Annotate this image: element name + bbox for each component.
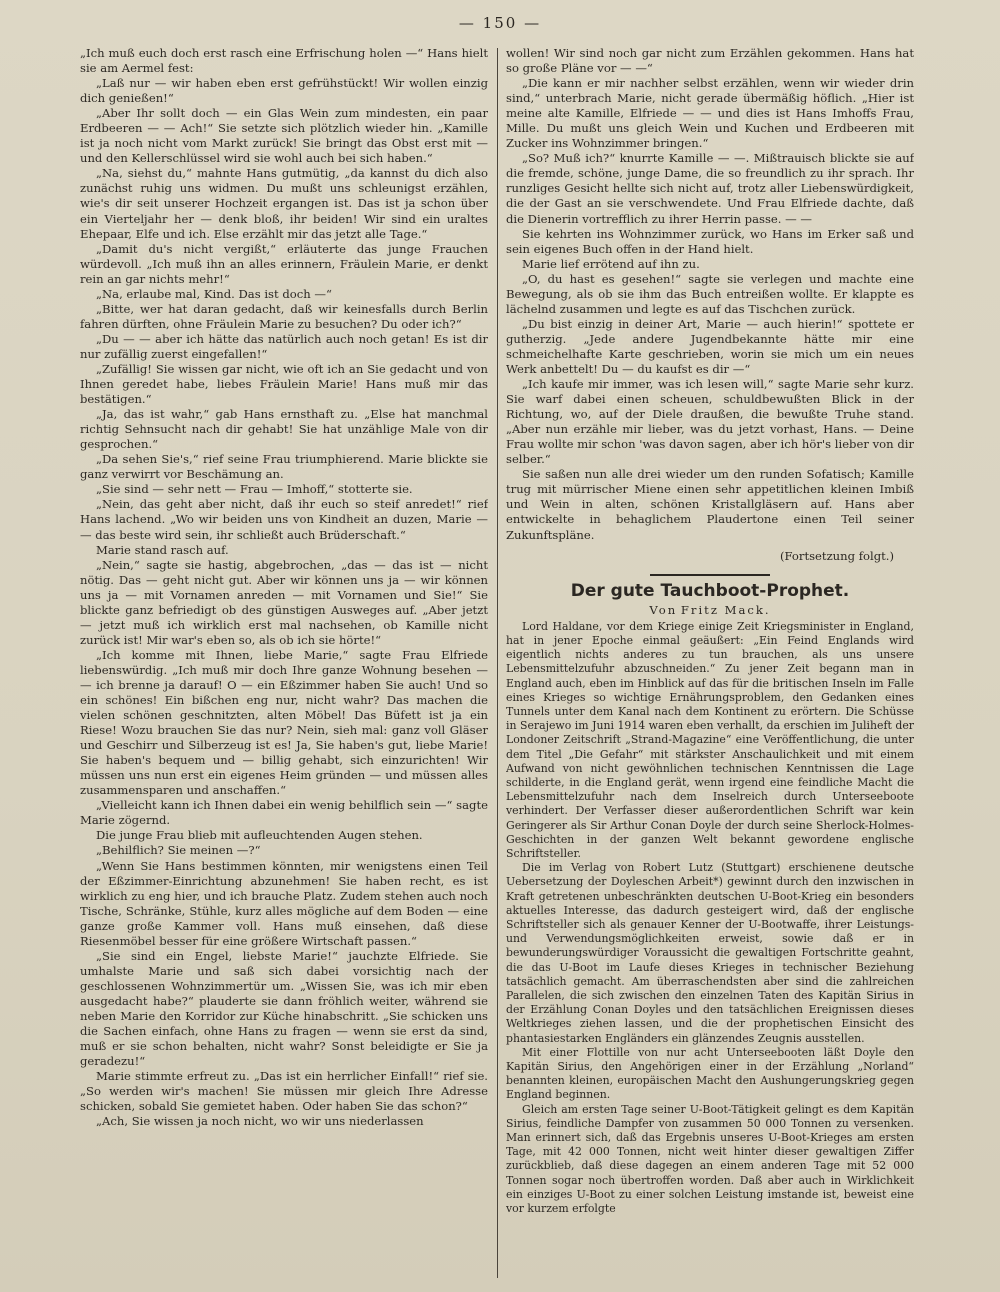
story-column-right (506, 46, 914, 1274)
paragraph: „Aber Ihr sollt doch — ein Glas Wein zum mindesten, ein paar Erdbeeren — — Ach!“ Sie setzte sich plötzlich wieder hin. „Kamille ist ja noch nicht vom Markt zurück! Sie bringt das Obst erst mit — und den Kellerschlüssel wird sie wohl auch bei sich haben.“ (80, 106, 488, 166)
paragraph: „Du bist einzig in deiner Art, Marie — auch hierin!“ spottete er gutherzig. „Jede andere Jugendbekannte hätte mir eine schmeichelhafte Karte geschrieben, worin sie mich um ein neues Werk anbettelt! Du — du kaufst es dir —“ (506, 316, 914, 376)
paragraph: Gleich am ersten Tage seiner U-Boot-Tätigkeit gelingt es dem Kapitän Sirius, feindliche Dampfer von zusammen 50 000 Tonnen zu versenken. Man erinnert sich, daß das Ergebnis unseres U-Boot-Krieges am ersten Tage, mit 42 000 Tonnen, nicht weit hinter dieser gewaltigen Ziffer zurückblieb, daß diese dagegen an einem anderen Tage mit 52 000 Tonnen sogar noch übertroffen worden. Daß aber auch in Wirklichkeit ein einziges U-Boot zu einer solchen Leistung imstande ist, beweist eine vor kurzem erfolgte (506, 1102, 914, 1216)
paragraph: Sie kehrten ins Wohnzimmer zurück, wo Hans im Erker saß und sein eigenes Buch offen in der Hand hielt. (506, 226, 914, 256)
paragraph: wollen! Wir sind noch gar nicht zum Erzählen gekommen. Hans hat so große Pläne vor — —“ (506, 46, 914, 76)
paragraph: Sie saßen nun alle drei wieder um den runden Sofatisch; Kamille trug mit mürrischer Miene einen sehr appetitlichen kleinen Imbiß und Wein in alten, schönen Kristallgläsern auf. Hans aber entwickelte in behaglichem Plaudertone einen Teil seiner Zukunftspläne. (506, 467, 914, 542)
paragraph: „Da sehen Sie's,“ rief seine Frau triumphierend. Marie blickte sie ganz verwirrt vor Beschämung an. (80, 452, 488, 482)
paragraph: „Na, erlaube mal, Kind. Das ist doch —“ (96, 286, 332, 301)
story-column-left (80, 46, 488, 1274)
paragraph: „Wenn Sie Hans bestimmen könnten, mir wenigstens einen Teil der Eßzimmer-Einrichtung abzunehmen! Sie haben recht, es ist wirklich zu eng hier, und ich brauche Platz. Zudem stehen auch noch Tische, Schränke, Stühle, kurz alles mögliche auf dem Boden — eine ganze große Kammer voll. Hans muß einsehen, daß diese Riesenmöbel besser für eine größere Wirtschaft passen.“ (80, 858, 488, 948)
paragraph: Die junge Frau blieb mit aufleuchtenden Augen stehen. (96, 828, 423, 843)
paragraph: Die im Verlag von Robert Lutz (Stuttgart) erschienene deutsche Uebersetzung der Doyleschen Arbeit*) gewinnt durch den inzwischen in Kraft getretenen unbeschränkten deutschen U-Boot-Krieg ein besonders aktuelles Interesse, das dadurch gesteigert wird, daß der englische Schriftsteller sich als genauer Kenner der U-Bootwaffe, ihrer Leistungs- und Verwendungsmöglichkeiten erweist, sowie daß er in bewunderungswürdiger Voraussicht die gewaltigen Fortschritte geahnt, die das U-Boot im Laufe dieses Krieges in technischer Beziehung tatsächlich gemacht. Am überraschendsten aber sind die zahlreichen Parallelen, die sich zwischen den einzelnen Taten des Kapitän Sirius in der Erzählung Conan Doyles und den tatsächlichen Ereignissen dieses Weltkrieges ziehen lassen, und die der prophetischen Einsicht des phantasiestarken Engländers ein glänzendes Zeugnis ausstellen. (506, 861, 914, 1045)
paragraph: „Sie sind ein Engel, liebste Marie!“ jauchzte Elfriede. Sie umhalste Marie und saß sich dabei vorsichtig nach der geschlossenen Wohnzimmertür um. „Wissen Sie, was ich mir eben ausgedacht habe?“ plauderte sie dann fröhlich weiter, während sie neben Marie den Korridor zur Küche hinabschritt. „Sie schicken uns die Sachen einfach, ohne Hans zu fragen — wenn sie erst da sind, muß er sie schon behalten, nicht wahr? Sonst beleidigte er Sie ja geradezu!“ (80, 948, 488, 1069)
title-rule (650, 574, 770, 576)
paragraph: „Nein,“ sagte sie hastig, abgebrochen, „das — das ist — nicht nötig. Das — geht nicht gut. Aber wir können uns ja — wir können uns ja — mit Vornamen anreden — mit Vornamen und Sie!“ Sie blickte ganz befriedigt ob des günstigen Ausweges auf. „Aber jetzt — jetzt muß ich wirklich erst mal nachsehen, ob Kamille nicht zurück ist! Mir war's eben so, als ob ich sie hörte!“ (80, 557, 488, 647)
paragraph: „Ich komme mit Ihnen, liebe Marie,“ sagte Frau Elfriede liebenswürdig. „Ich muß mir doch Ihre ganze Wohnung besehen — — ich brenne ja darauf! O — ein Eßzimmer haben Sie auch! Und so ein schönes! Ein bißchen eng nur, nicht wahr? Das machen die vielen schönen geschnitzten, alten Möbel! Das Büfett ist ja ein Riese! Wozu brauchen Sie das nur? Nein, sieh mal: ganz voll Gläser und Geschirr und Silberzeug ist es! Ja, Sie haben's gut, liebe Marie! Sie haben's bequem und — billig gehabt, sich einzurichten! Wir müssen uns nun erst ein eigenes Heim gründen — und müssen alles zusammensparen und anschaffen.“ (80, 647, 488, 798)
page-number: — 150 — (458, 14, 542, 32)
paragraph: Mit einer Flottille von nur acht Unterseebooten läßt Doyle den Kapitän Sirius, den Angehörigen einer in der Erzählung „Norland“ benannten kleinen, europäischen Macht den Aushungerungskrieg gegen England beginnen. (506, 1045, 914, 1102)
paragraph: „Ach, Sie wissen ja noch nicht, wo wir uns niederlassen (96, 1114, 424, 1129)
paragraph: Marie stand rasch auf. (96, 542, 229, 557)
byline (506, 603, 914, 618)
article-title: Der gute Tauchboot-Prophet. (570, 580, 850, 601)
paragraph: „Nein, das geht aber nicht, daß ihr euch so steif anredet!“ rief Hans lachend. „Wo wir beiden uns von Kindheit an duzen, Marie — — das beste wird sein, ihr schließt auch Brüderschaft.“ (80, 497, 488, 542)
paragraph: „Laß nur — wir haben eben erst gefrühstückt! Wir wollen einzig dich genießen!“ (80, 76, 488, 106)
continuation-note: (Fortsetzung folgt.) (779, 548, 894, 563)
paragraph: „Ich muß euch doch erst rasch eine Erfrischung holen —“ Hans hielt sie am Aermel fest: (80, 46, 488, 76)
paragraph: „Die kann er mir nachher selbst erzählen, wenn wir wieder drin sind,“ unterbrach Marie, nicht gerade übermäßig höflich. „Hier ist meine alte Kamille, Elfriede — — und dies ist Hans Imhoffs Frau, Mille. Du mußt uns gleich Wein und Kuchen und Erdbeeren mit Zucker ins Wohnzimmer bringen.“ (506, 76, 914, 151)
paragraph: „Na, siehst du,“ mahnte Hans gutmütig, „da kannst du dich also zunächst ruhig uns widmen. Du mußt uns schleunigst erzählen, wie's dir seit unserer Hochzeit ergangen ist. Das ist ja schon über ein Vierteljahr her — denk bloß, ihr beiden! Wir sind ein uraltes Ehepaar, Elfe und ich. Else erzählt mir das jetzt alle Tage.“ (80, 166, 488, 241)
author-name: Fritz Mack. (680, 602, 771, 617)
paragraph: Marie stimmte erfreut zu. „Das ist ein herrlicher Einfall!“ rief sie. „So werden wir's machen! Sie müssen mir gleich Ihre Adresse schicken, sobald Sie gemietet haben. Oder haben Sie das schon?“ (80, 1069, 488, 1114)
paragraph: „Zufällig! Sie wissen gar nicht, wie oft ich an Sie gedacht und von Ihnen geredet habe, liebes Fräulein Marie! Hans muß mir das bestätigen.“ (80, 361, 488, 407)
article-body (506, 620, 914, 1217)
paragraph: „Du — — aber ich hätte das natürlich auch noch getan! Es ist dir nur zufällig zuerst eingefallen!“ (80, 331, 488, 361)
paragraph: „Ja, das ist wahr,“ gab Hans ernsthaft zu. „Else hat manchmal richtig Sehnsucht nach dir gehabt! Sie hat unzählige Male von dir gesprochen.“ (80, 407, 488, 452)
paragraph: „So? Muß ich?“ knurrte Kamille — —. Mißtrauisch blickte sie auf die fremde, schöne, junge Dame, die so freundlich zu ihr sprach. Ihr runzliges Gesicht hellte sich nicht auf, trotz aller Liebenswürdigkeit, die der Gast an sie verschwendete. Und Frau Elfriede dachte, daß die Dienerin vortrefflich zu ihrer Herrin passe. — — (506, 151, 914, 226)
paragraph: „Damit du's nicht vergißt,“ erläuterte das junge Frauchen würdevoll. „Ich muß ihn an alles erinnern, Fräulein Marie, er denkt rein an gar nichts mehr!“ (80, 241, 488, 286)
byline-prefix: Von (649, 602, 678, 617)
column-divider (497, 48, 498, 1278)
paragraph: „O, du hast es gesehen!“ sagte sie verlegen und machte eine Bewegung, als ob sie ihm das Buch entreißen wollte. Er klappte es lächelnd zusammen und legte es auf das Tischchen zurück. (506, 271, 914, 316)
paragraph: „Sie sind — sehr nett — Frau — Imhoff,“ stotterte sie. (96, 482, 413, 497)
paragraph: „Vielleicht kann ich Ihnen dabei ein wenig behilflich sein —“ sagte Marie zögernd. (80, 798, 488, 828)
paragraph: „Ich kaufe mir immer, was ich lesen will,“ sagte Marie sehr kurz. Sie warf dabei einen scheuen, schuldbewußten Blick in der Richtung, wo, auf der Diele draußen, die bewußte Truhe stand. „Aber nun erzähle mir lieber, was du jetzt vorhast, Hans. — Deine Frau wollte mir schon 'was davon sagen, aber ich hör's lieber von dir selber.“ (506, 377, 914, 467)
paragraph: Lord Haldane, vor dem Kriege einige Zeit Kriegsminister in England, hat in jener Epoche einmal geäußert: „Ein Feind Englands wird eigentlich nichts anderes zu tun brauchen, als uns unsere Lebensmittelzufuhr abzuschneiden.“ Zu jener Zeit begann man in England auch, eben im Hinblick auf das für die britischen Inseln im Falle eines Krieges so wichtige Ernährungsproblem, den Gedanken eines Tunnels unter dem Kanal nach dem Kontinent zu erörtern. Die Schüsse in Serajewo im Juni 1914 waren eben verhallt, da erschien im Juliheft der Londoner Zeitschrift „Strand-Magazine“ eine Veröffentlichung, die unter dem Titel „Die Gefahr“ mit stärkster Anschaulichkeit und mit einem Aufwand von nicht gewöhnlichen technischen Kenntnissen die Lage schilderte, in die England gerät, wenn irgend eine feindliche Macht die Lebensmittelzufuhr nach dem Inselreich durch Unterseeboote verhindert. Der Verfasser dieser außerordentlichen Schrift war kein Geringerer als Sir Arthur Conan Doyle der durch seine Sherlock-Holmes-Geschichten in der ganzen Welt bekannt gewordene englische Schriftsteller. (506, 619, 914, 860)
paragraph: „Bitte, wer hat daran gedacht, daß wir keinesfalls durch Berlin fahren dürften, ohne Fräulein Marie zu besuchen? Du oder ich?“ (80, 301, 488, 331)
paragraph: Marie lief errötend auf ihn zu. (522, 256, 700, 271)
paragraph: „Behilflich? Sie meinen —?“ (96, 843, 261, 858)
